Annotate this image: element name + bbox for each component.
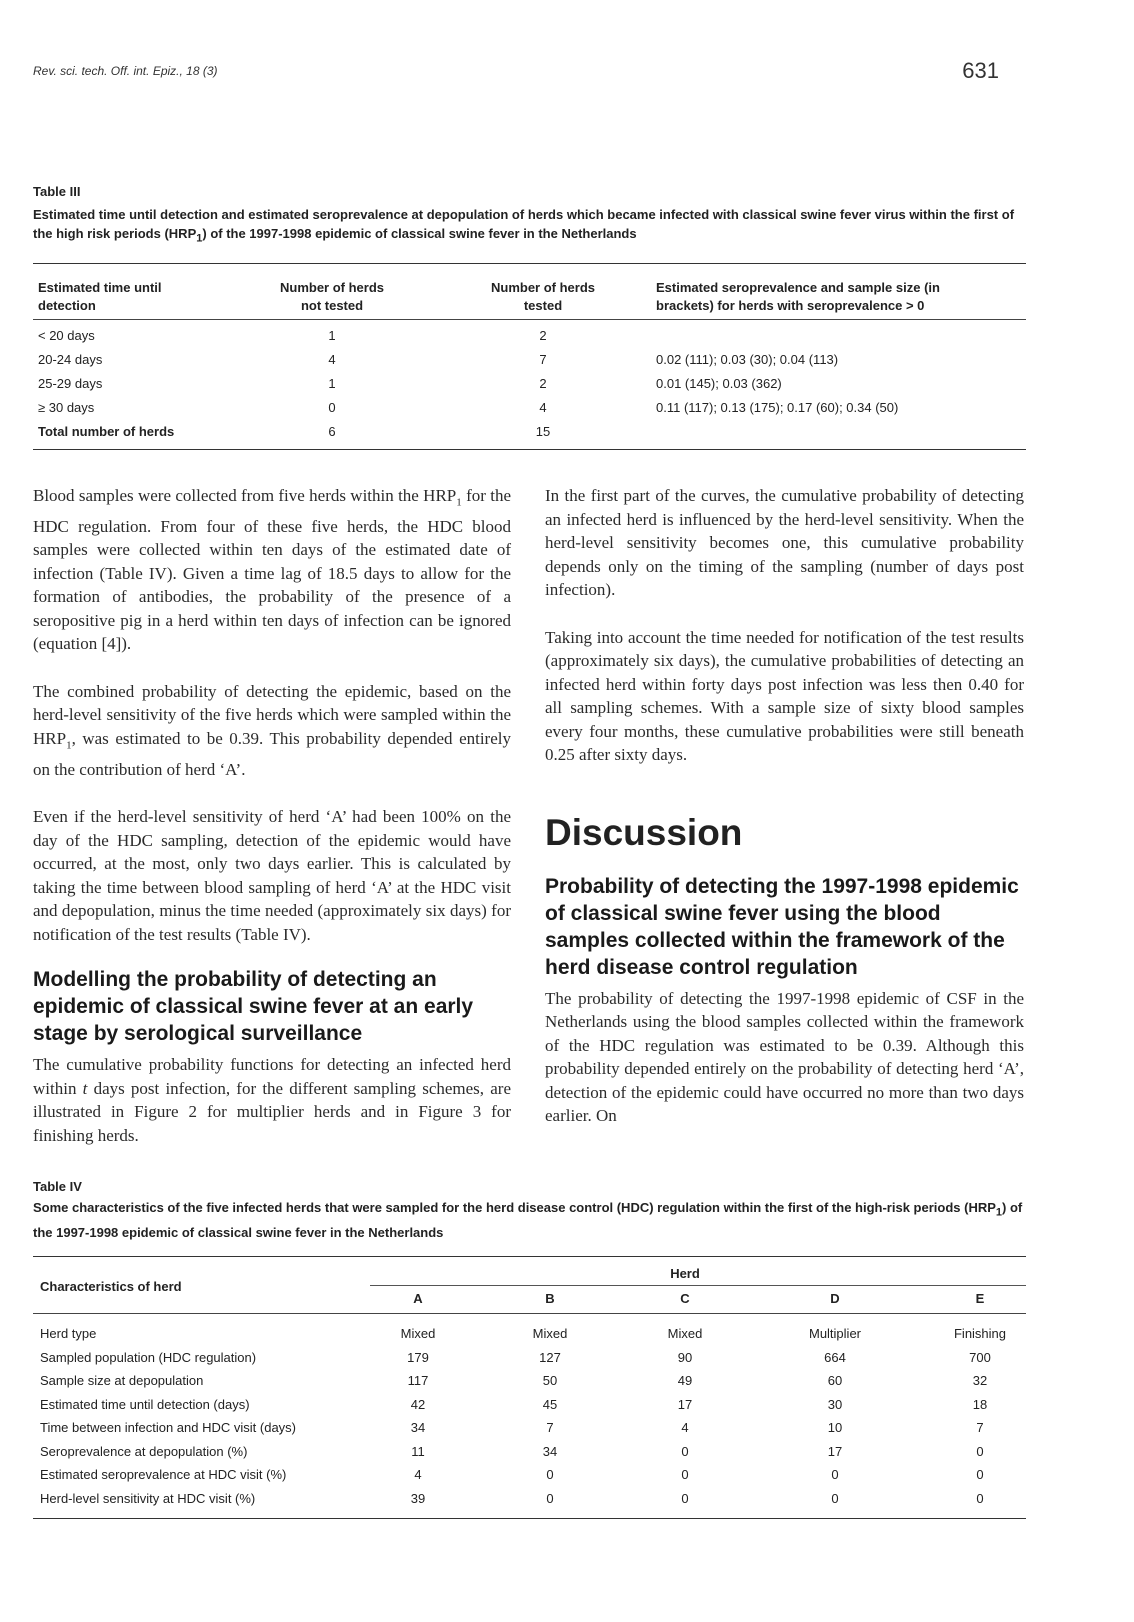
- table3-cell-seroprevalence: 0.11 (117); 0.13 (175); 0.17 (60); 0.34 (50): [656, 400, 899, 415]
- table4-cell-herd-c: 17: [677, 1396, 693, 1412]
- table-row: [0, 1443, 1134, 1467]
- right-paragraph-1: In the first part of the curves, the cumulative probability of detecting an infected herd is influenced by the herd-level sensitivity. When the herd-level sensitivity becomes one, this cumulative probability depends only on the timing of the sampling (number of days post infection).: [545, 486, 1024, 599]
- left-paragraph-4: [33, 1053, 511, 1147]
- table4-cell-herd-e: 18: [972, 1396, 988, 1412]
- table4-cell-herd-d: 17: [827, 1443, 843, 1459]
- table4-cell-herd-e: 700: [969, 1349, 991, 1365]
- table4-cell-herd-b: 0: [546, 1467, 554, 1482]
- table4-cell-herd-a: 11: [411, 1443, 425, 1459]
- table4-header-herd-e: E: [975, 1291, 985, 1306]
- table-row: [0, 375, 1134, 399]
- table3-header-not-tested-line2: not tested: [300, 298, 364, 313]
- text-run: Blood samples were collected from five herds within the HRP: [33, 486, 457, 505]
- table4-row-label: Sample size at depopulation: [40, 1373, 204, 1388]
- table4-row-label: Time between infection and HDC visit (days): [40, 1420, 297, 1435]
- table4-cell-herd-d: 664: [824, 1349, 846, 1365]
- heading-gap: [545, 855, 1024, 873]
- table-row: [0, 1490, 1134, 1514]
- table-row: [0, 1396, 1134, 1420]
- table3-header-not-tested: [262, 279, 402, 315]
- table3-caption-pre: Estimated time until detection and estimated seroprevalence at depopulation of herds which became infected with classical swine fever virus within the first of the high risk periods (HRP: [33, 207, 1015, 241]
- table4-row-label: Herd type: [40, 1326, 97, 1341]
- table3-cell-not-tested: 1: [328, 376, 336, 391]
- table-row: [0, 327, 1134, 351]
- table-row: [0, 351, 1134, 375]
- table3-cell-not-tested: 6: [328, 424, 336, 439]
- table3-bottom-rule: [33, 449, 1026, 450]
- table4-cell-herd-a: 42: [410, 1396, 426, 1412]
- table4-caption: [33, 1198, 1023, 1242]
- table4-cell-herd-c: 90: [677, 1349, 693, 1365]
- table3-caption: [33, 205, 1023, 249]
- table3-header-tested-line1: Number of herds: [490, 280, 595, 295]
- text-run: , was estimated to be 0.39. This probability depended entirely on the contribution of herd ‘A’.: [33, 728, 511, 779]
- table4-cell-herd-e: 0: [976, 1467, 984, 1482]
- italic-variable: t: [82, 1078, 88, 1098]
- table3-caption-post: ) of the 1997-1998 epidemic of classical swine fever in the Netherlands: [202, 226, 637, 241]
- running-head: Rev. sci. tech. Off. int. Epiz., 18 (3): [33, 64, 218, 78]
- table4-cell-herd-e: 32: [972, 1373, 988, 1388]
- table4-header-herd-a: A: [413, 1291, 423, 1306]
- table-row: [0, 1325, 1134, 1349]
- right-paragraph-2: Taking into account the time needed for notification of the test results (approximately six days), the cumulative probabilities of detecting an infected herd within forty days post infection was less then 0.40 for all sampling schemes. With a sample size of sixty blood samples every four months, these cumulative probabilities were still beneath 0.25 after sixty days.: [545, 627, 1024, 764]
- paragraph-gap: [545, 602, 1024, 626]
- left-paragraph-2: [33, 680, 511, 781]
- page-number: 631: [962, 58, 999, 83]
- table4-group-rule: [370, 1285, 1026, 1286]
- table4-row-label: Sampled population (HDC regulation): [40, 1349, 257, 1365]
- table4-cell-herd-e: 7: [976, 1420, 984, 1435]
- table3-cell-time: 20-24 days: [38, 352, 103, 367]
- table4-cell-herd-c: 4: [681, 1420, 689, 1435]
- table3-top-rule: [33, 263, 1026, 264]
- table4-cell-herd-b: 0: [546, 1490, 554, 1506]
- table3-cell-not-tested: 0: [328, 400, 336, 415]
- table4-row-label: Herd-level sensitivity at HDC visit (%): [40, 1490, 256, 1506]
- table4-cell-herd-b: 7: [546, 1420, 554, 1435]
- table3-cell-seroprevalence: 0.02 (111); 0.03 (30); 0.04 (113): [656, 352, 839, 367]
- section-gap: [545, 767, 1024, 811]
- table4-cell-herd-a: 34: [410, 1420, 426, 1435]
- table4-header-herd-d: D: [830, 1291, 840, 1306]
- table-row: [0, 1349, 1134, 1373]
- table3-label: Table III: [33, 184, 81, 199]
- table3-cell-total-label: Total number of herds: [38, 424, 175, 439]
- table4-cell-herd-b: 45: [542, 1396, 558, 1412]
- table3-header-tested-line2: tested: [523, 298, 563, 313]
- table3-cell-seroprevalence: 0.01 (145); 0.03 (362): [656, 376, 782, 391]
- table4-cell-herd-d: 10: [827, 1420, 843, 1435]
- table3-header-tested: [473, 279, 613, 315]
- table4-header-herd-b: B: [545, 1291, 555, 1306]
- left-paragraph-1: [33, 484, 511, 656]
- table3-cell-tested: 7: [539, 352, 547, 367]
- table4-cell-herd-b: 127: [539, 1349, 561, 1365]
- text-run: days post infection, for the different sampling schemes, are illustrated in Figure 2 for multiplier herds and in Figure 3 for finishing herds.: [33, 1078, 511, 1145]
- table4-cell-herd-a: Mixed: [400, 1326, 436, 1341]
- table4-cell-herd-b: 50: [542, 1373, 558, 1388]
- table4-row-label: Estimated time until detection (days): [40, 1396, 250, 1412]
- table3-cell-tested: 2: [539, 376, 547, 391]
- table4-cell-herd-d: 30: [827, 1396, 843, 1412]
- subscript: 1: [66, 739, 72, 752]
- table4-row-label: Estimated seroprevalence at HDC visit (%): [40, 1467, 287, 1482]
- text-run: The cumulative probability functions for detecting an infected herd within: [33, 1055, 511, 1098]
- table4-cell-herd-d: Multiplier: [808, 1326, 861, 1341]
- table4-cell-herd-c: Mixed: [667, 1326, 703, 1341]
- table3-cell-tested: 2: [539, 328, 547, 343]
- table-row: [0, 1466, 1134, 1490]
- table4-caption-sub: 1: [995, 1206, 1003, 1219]
- subscript: 1: [456, 496, 462, 509]
- table4-label: Table IV: [33, 1179, 82, 1194]
- table4-cell-herd-b: 34: [542, 1443, 558, 1459]
- left-subheading: Modelling the probability of detecting an epidemic of classical swine fever at an early stage by serological surveillance: [33, 968, 474, 1046]
- discussion-heading: Discussion: [545, 811, 743, 853]
- table3-header-sero-line1: Estimated seroprevalence and sample size (in: [656, 280, 940, 295]
- paragraph-gap: [33, 781, 511, 805]
- table-row: [0, 1372, 1134, 1396]
- table4-top-rule: [33, 1256, 1026, 1257]
- table4-cell-herd-a: 179: [407, 1349, 429, 1365]
- table4-row-label: Seroprevalence at depopulation (%): [40, 1443, 248, 1459]
- table4-cell-herd-a: 117: [407, 1373, 429, 1388]
- table3-header-time-line1: Estimated time until: [38, 280, 162, 295]
- table3-cell-not-tested: 4: [328, 352, 336, 367]
- left-column: [33, 484, 511, 1147]
- paragraph-gap: [33, 656, 511, 680]
- table3-cell-not-tested: 1: [328, 328, 336, 343]
- table4-header-herd-c: C: [680, 1291, 690, 1306]
- left-paragraph-3: Even if the herd-level sensitivity of herd ‘A’ had been 100% on the day of the HDC sampling, detection of the epidemic would have occurred, at the most, only two days earlier. This is calculated by taking the time between blood sampling of herd ‘A’ at the HDC visit and depopulation, minus the time needed (approximately six days) for notification of the test results (Table IV).: [33, 807, 511, 944]
- right-subheading: Probability of detecting the 1997-1998 epidemic of classical swine fever using the blood samples collected within the framework of the herd disease control regulation: [545, 874, 1019, 979]
- table4-header-label: Characteristics of herd: [40, 1279, 182, 1294]
- table4-cell-herd-a: 4: [414, 1467, 422, 1482]
- table3-header-sero-line2: brackets) for herds with seroprevalence > 0: [656, 298, 925, 313]
- table4-cell-herd-e: Finishing: [953, 1326, 1007, 1341]
- table3-header-not-tested-line1: Number of herds: [279, 280, 384, 295]
- text-run: for the HDC regulation. From four of these five herds, the HDC blood samples were collected within ten days of the estimated date of infection (Table IV). Given a time lag of 18.5 days to allow for the formation of antibodies, the probability of the presence of a seropositive pig in a herd within ten days of infection can be ignored (equation [4]).: [33, 486, 511, 654]
- table4-cell-herd-c: 49: [677, 1373, 693, 1388]
- table3-header-rule: [33, 319, 1026, 320]
- table4-caption-post: ) of the 1997-1998 epidemic of classical swine fever in the Netherlands: [33, 1200, 1023, 1240]
- table3-cell-tested: 15: [535, 424, 551, 439]
- text-run: The combined probability of detecting the epidemic, based on the herd-level sensitivity of the five herds which were sampled within the HRP: [33, 681, 511, 748]
- table-row: [0, 1419, 1134, 1443]
- table4-cell-herd-c: 0: [681, 1443, 689, 1459]
- table4-cell-herd-e: 0: [976, 1443, 984, 1459]
- table4-caption-pre: Some characteristics of the five infected herds that were sampled for the herd disease control (HDC) regulation within the first of the high-risk periods (HRP: [33, 1200, 996, 1215]
- table4-cell-herd-d: 0: [831, 1490, 839, 1506]
- table-row: [0, 423, 1134, 447]
- table4-cell-herd-d: 60: [827, 1373, 843, 1388]
- right-column: [545, 484, 1024, 1128]
- table4-bottom-rule: [33, 1518, 1026, 1519]
- table4-cell-herd-d: 0: [831, 1467, 839, 1482]
- table3-header-time-line2: detection: [38, 298, 96, 313]
- table3-cell-time: < 20 days: [38, 328, 95, 343]
- table4-cell-herd-a: 39: [410, 1490, 426, 1506]
- table4-group-header: Herd: [670, 1266, 700, 1281]
- table4-cell-herd-c: 0: [681, 1490, 689, 1506]
- table3-caption-sub: 1: [196, 232, 203, 245]
- table3-cell-time: 25-29 days: [38, 376, 103, 391]
- table3-header-time: [38, 279, 162, 315]
- table4-cell-herd-b: Mixed: [532, 1326, 568, 1341]
- table4-header-rule: [33, 1313, 1026, 1314]
- table3-header-seroprevalence: [656, 279, 940, 315]
- right-paragraph-3: The probability of detecting the 1997-1998 epidemic of CSF in the Netherlands using the blood samples collected within the framework of the HDC regulation was estimated to be 0.39. Although this probability depended entirely on the probability of detecting herd ‘A’, detection of the epidemic could have occurred no more than two days earlier. On: [545, 988, 1024, 1125]
- table4-cell-herd-e: 0: [976, 1490, 984, 1506]
- table-row: [0, 399, 1134, 423]
- table4-cell-herd-c: 0: [681, 1467, 689, 1482]
- section-gap: [33, 946, 511, 966]
- table3-cell-time: ≥ 30 days: [38, 400, 95, 415]
- table3-cell-tested: 4: [539, 400, 547, 415]
